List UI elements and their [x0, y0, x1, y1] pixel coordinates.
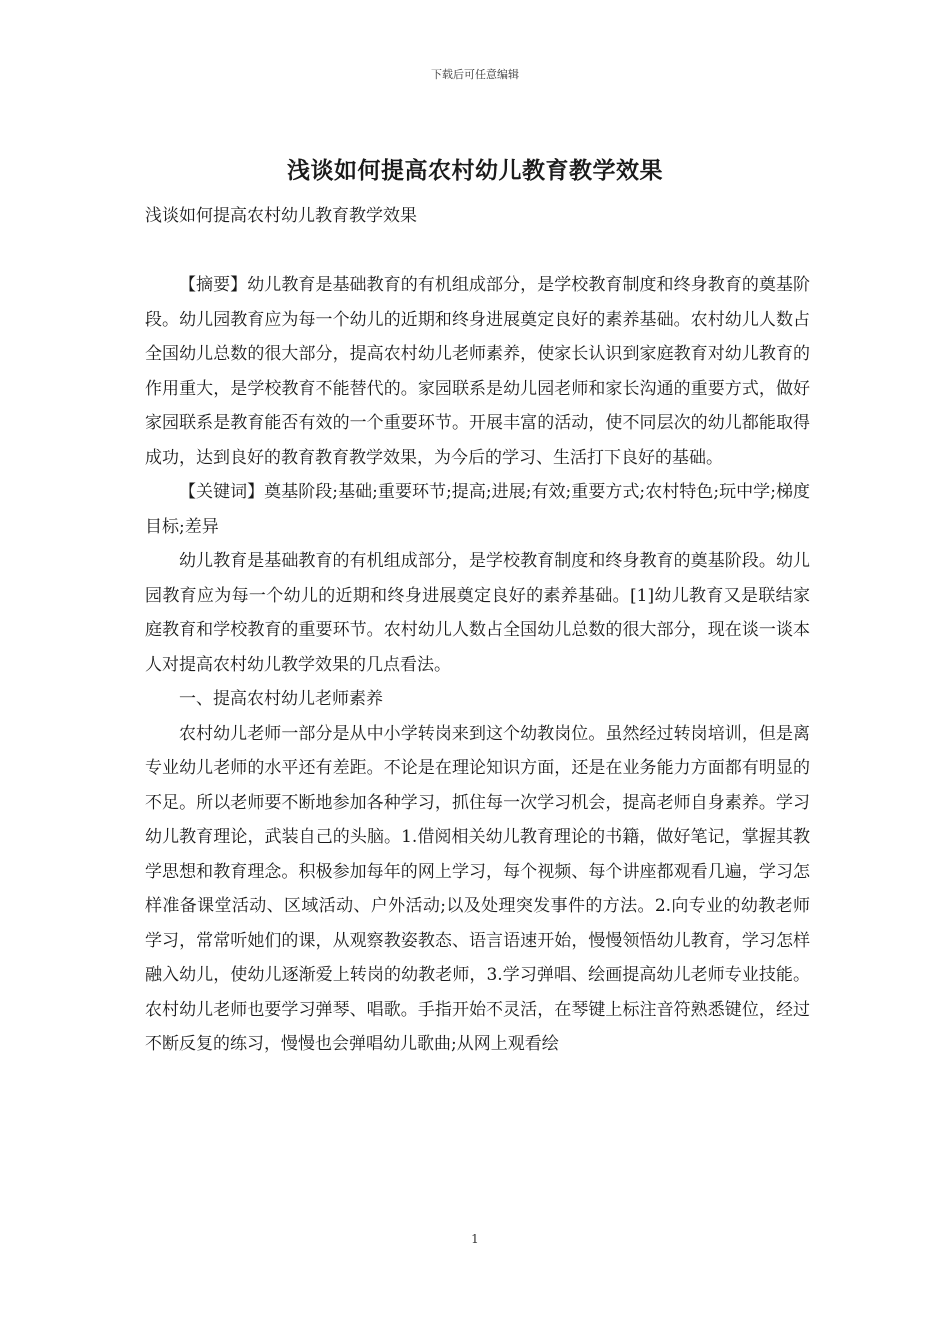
- document-body: [145, 268, 810, 1062]
- keywords-paragraph: 【关键词】奠基阶段;基础;重要环节;提高;进展;有效;重要方式;农村特色;玩中学;梯度目标;差异: [145, 482, 810, 537]
- page-number: 1: [471, 1232, 479, 1246]
- document-title: 浅谈如何提高农村幼儿教育教学效果: [287, 157, 663, 184]
- page-header-note: 下载后可任意编辑: [431, 68, 519, 81]
- intro-paragraph: 幼儿教育是基础教育的有机组成部分，是学校教育制度和终身教育的奠基阶段。幼儿园教育应为每一个幼儿的近期和终身进展奠定良好的素养基础。[1]幼儿教育又是联结家庭教育和学校教育的重要环节。农村幼儿人数占全国幼儿总数的很大部分，现在谈一谈本人对提高农村幼儿教学效果的几点看法。: [145, 551, 810, 675]
- body-paragraph: 农村幼儿老师一部分是从中小学转岗来到这个幼教岗位。虽然经过转岗培训，但是离专业幼儿老师的水平还有差距。不论是在理论知识方面，还是在业务能力方面都有明显的不足。所以老师要不断地参加各种学习，抓住每一次学习机会，提高老师自身素养。学习幼儿教育理论，武装自己的头脑。1.借阅相关幼儿教育理论的书籍，做好笔记，掌握其教学思想和教育理念。积极参加每年的网上学习，每个视频、每个讲座都观看几遍，学习怎样准备课堂活动、区域活动、户外活动;以及处理突发事件的方法。2.向专业的幼教老师学习，常常听她们的课，从观察教姿教态、语言语速开始，慢慢领悟幼儿教育，学习怎样融入幼儿，使幼儿逐渐爱上转岗的幼教老师，3.学习弹唱、绘画提高幼儿老师专业技能。农村幼儿老师也要学习弹琴、唱歌。手指开始不灵活，在琴键上标注音符熟悉键位，经过不断反复的练习，慢慢也会弹唱幼儿歌曲;从网上观看绘: [145, 723, 810, 1054]
- document-subtitle: 浅谈如何提高农村幼儿教育教学效果: [145, 206, 417, 226]
- section-heading: 一、提高农村幼儿老师素养: [179, 689, 383, 709]
- abstract-paragraph: 【摘要】幼儿教育是基础教育的有机组成部分，是学校教育制度和终身教育的奠基阶段。幼儿园教育应为每一个幼儿的近期和终身进展奠定良好的素养基础。农村幼儿人数占全国幼儿总数的很大部分，提高农村幼儿老师素养，使家长认识到家庭教育对幼儿教育的作用重大，是学校教育不能替代的。家园联系是幼儿园老师和家长沟通的重要方式，做好家园联系是教育能否有效的一个重要环节。开展丰富的活动，使不同层次的幼儿都能取得成功，达到良好的教育教育教学效果，为今后的学习、生活打下良好的基础。: [145, 275, 810, 468]
